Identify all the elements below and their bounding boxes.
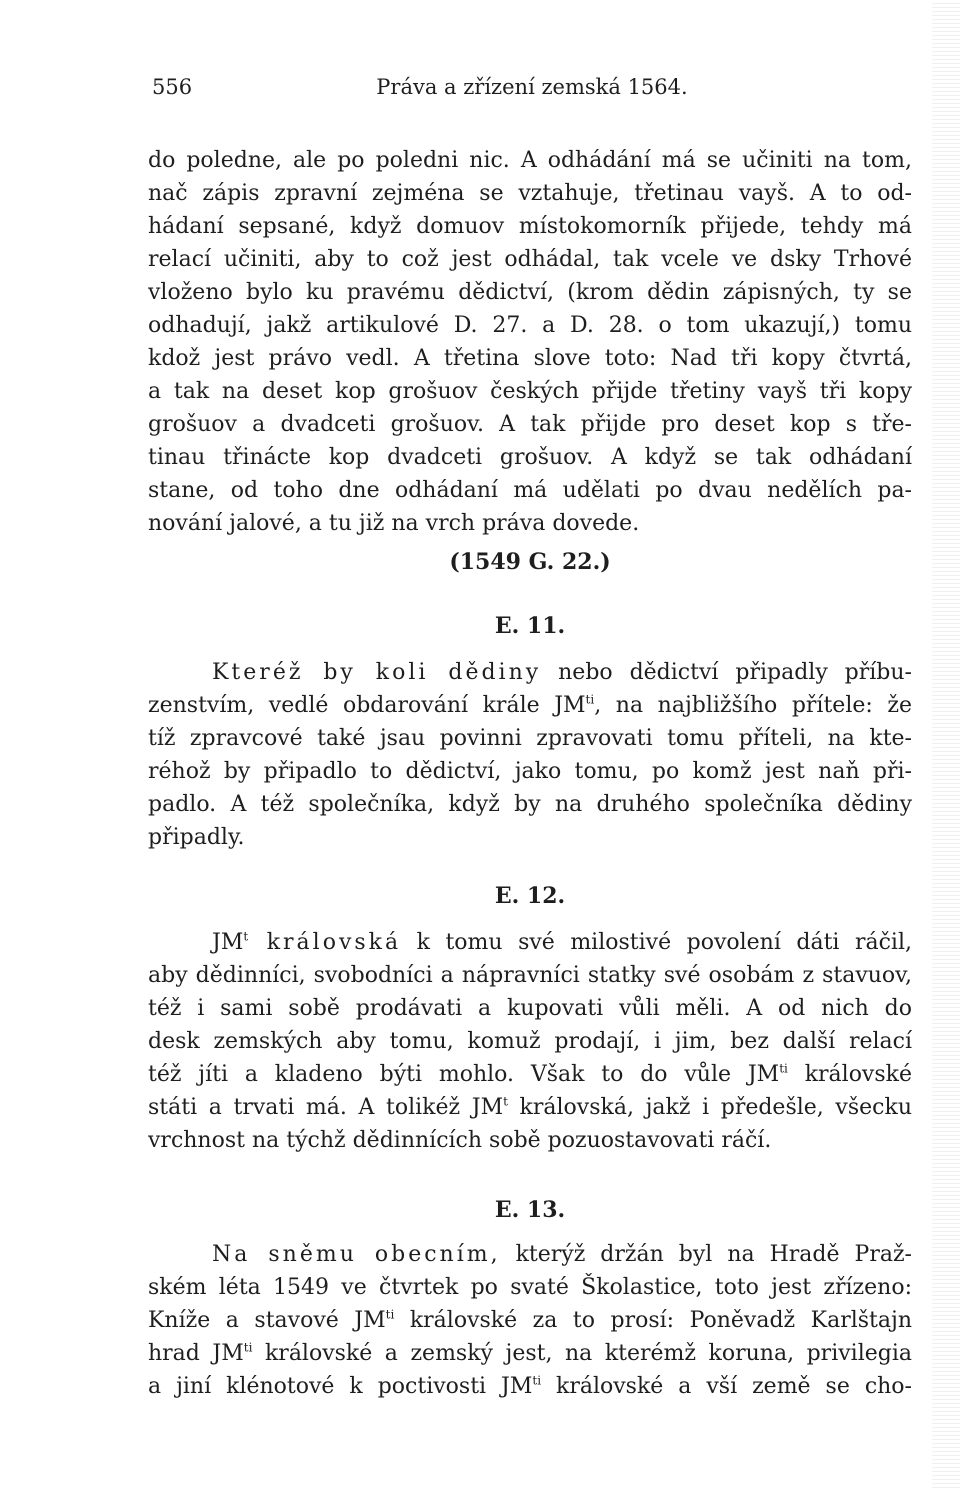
running-title: Práva a zřízení zemská 1564. xyxy=(376,75,688,99)
page-edge xyxy=(932,0,960,1488)
text-line: a tak na deset kop grošuov českých přijde třetiny vayš tři kopy xyxy=(148,379,912,404)
spaced-lead: Kteréž by koli dědiny xyxy=(212,660,542,685)
text-line: padlo. A též společníka, když by na druhého společníka dědiny xyxy=(148,792,912,817)
text-line: nování jalové, a tu již na vrch práva dovede. xyxy=(148,511,640,536)
text-line: vloženo bylo ku pravému dědictví, (krom dědin zápisných, ty se xyxy=(148,280,912,305)
spaced-lead: královská xyxy=(248,930,402,955)
text-line: Kteréž by koli dědiny nebo dědictví připadly příbu- xyxy=(212,660,912,685)
text-line: stane, od toho dne odhádaní má udělati po dvau nedělích pa- xyxy=(148,478,912,503)
text-line: réhož by připadlo to dědictví, jako tomu, po komž jest naň při- xyxy=(148,759,912,784)
text-line: grošuov a dvadceti grošuov. A tak přijde pro deset kop s tře- xyxy=(148,412,912,437)
section-heading: E. 11. xyxy=(494,613,566,639)
text-line: vrchnost na týchž dědinnících sobě pozuostavovati ráčí. xyxy=(148,1128,772,1153)
text-line: státi a trvati má. A tolikéž $JM^t$ královská, jakž i předešle, všecku xyxy=(148,1094,912,1120)
text-line: Kníže a stavové $JM^{ti}$ královské za to prosí: Poněvadž Karlštajn xyxy=(148,1307,912,1333)
text-line: odhadují, jakž artikulové D. 27. a D. 28. o tom ukazují,) tomu xyxy=(148,313,912,338)
text-line: nač zápis zpravní zejména se vztahuje, třetinau vayš. A to od- xyxy=(148,181,912,206)
text-line: též jíti a kladeno býti mohlo. Však to do vůle $JM^{ti}$ královské xyxy=(148,1061,912,1087)
text-line: hádaní sepsané, když domuov místokomorník přijede, tehdy má xyxy=(148,214,912,239)
text-line: relací učiniti, aby to což jest odhádal, tak vcele ve dsky Trhové xyxy=(148,247,912,272)
text-line: připadly. xyxy=(148,825,245,850)
text-line: do poledne, ale po poledni nic. A odhádání má se učiniti na tom, xyxy=(148,148,912,173)
text-line: tíž zpravcové také jsau povinni zpravovati tomu příteli, na kte- xyxy=(148,726,912,751)
section-heading: E. 13. xyxy=(494,1197,566,1223)
text-line: ském léta 1549 ve čtvrtek po svaté Školastice, toto jest zřízeno: xyxy=(148,1275,912,1300)
text-line: kdož jest právo vedl. A třetina slove toto: Nad tři kopy čtvrtá, xyxy=(148,346,912,371)
text-line: hrad $JM^{ti}$ královské a zemský jest, na kterémž koruna, privilegia xyxy=(148,1340,912,1366)
text-line: zenstvím, vedlé obdarování krále $JM^{ti}$, na najbližšího přítele: že xyxy=(148,692,912,718)
page-number: 556 xyxy=(152,75,193,99)
page-header xyxy=(152,70,912,104)
source-reference: (1549 G. 22.) xyxy=(449,549,611,575)
text-line: $JM^t$ královská k tomu své milostivé povolení dáti ráčil, xyxy=(212,929,912,955)
text-line: a jiní klénotové k poctivosti $JM^{ti}$ královské a vší země se cho- xyxy=(148,1373,912,1399)
text-line: též i sami sobě prodávati a kupovati vůli měli. A od nich do xyxy=(148,996,912,1021)
section-heading: E. 12. xyxy=(494,883,566,909)
text-line: tinau třinácte kop dvadceti grošuov. A když se tak odhádaní xyxy=(148,445,912,470)
text-line: desk zemských aby tomu, komuž prodají, i jim, bez další relací xyxy=(148,1029,912,1054)
text-line: Na sněmu obecním, kterýž držán byl na Hradě Praž- xyxy=(212,1242,912,1267)
text-line: aby dědinníci, svobodníci a nápravníci statky své osobám z stavuov, xyxy=(148,963,912,988)
spaced-lead: Na sněmu obecním, xyxy=(212,1242,501,1267)
